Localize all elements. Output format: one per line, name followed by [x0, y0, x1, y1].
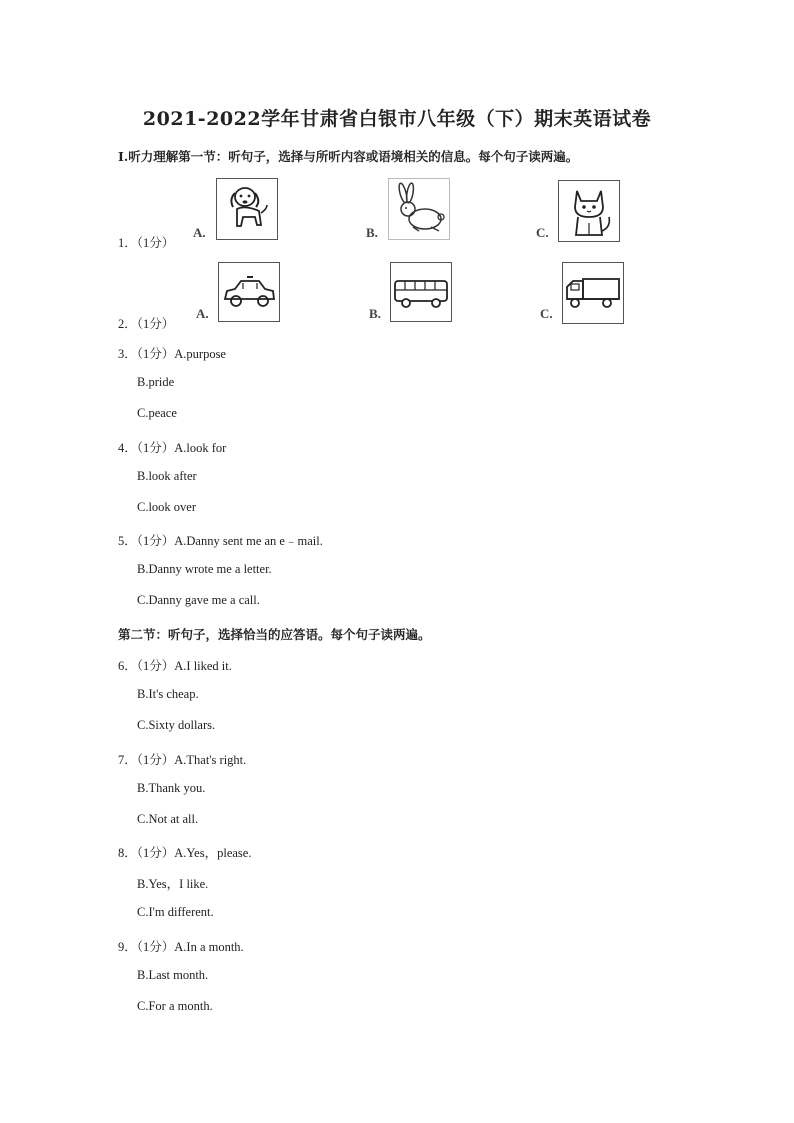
- q2-option-b-letter: B.: [369, 306, 381, 321]
- q3-option-c: C.peace: [137, 406, 177, 420]
- q6-stem: 6．（1分）A.I liked it.: [118, 659, 232, 673]
- q8-option-b: B.Yes，I like.: [137, 877, 209, 891]
- q4-stem: 4．（1分）A.look for: [118, 441, 227, 455]
- q3-stem: 3．（1分）A.purpose: [118, 347, 226, 361]
- q2-option-c-letter: C.: [540, 306, 553, 321]
- q6-option-b: B.It's cheap.: [137, 687, 199, 701]
- q7-option-b: B.Thank you.: [137, 781, 206, 795]
- rabbit-icon: [388, 178, 450, 240]
- q5-stem: 5．（1分）A.Danny sent me an e﹣mail.: [118, 534, 323, 548]
- truck-icon: [562, 262, 624, 324]
- bus-icon: [390, 262, 452, 322]
- q5-option-c: C.Danny gave me a call.: [137, 593, 260, 607]
- q3-option-b: B.pride: [137, 375, 175, 389]
- q5-option-b: B.Danny wrote me a letter.: [137, 562, 272, 576]
- part2-heading: 第二节：听句子，选择恰当的应答语。每个句子读两遍。: [118, 627, 431, 642]
- page-title: 2021-2022学年甘肃省白银市八年级（下）期末英语试卷: [142, 108, 652, 130]
- cat-icon: [558, 180, 620, 242]
- q8-stem: 8．（1分）A.Yes，please.: [118, 846, 252, 860]
- q9-option-b: B.Last month.: [137, 968, 209, 982]
- q4-option-b: B.look after: [137, 469, 197, 483]
- dog-icon: [216, 178, 278, 240]
- q4-option-c: C.look over: [137, 500, 197, 514]
- q6-option-c: C.Sixty dollars.: [137, 718, 216, 732]
- q2-label: 2．（1分）: [118, 317, 175, 331]
- q8-option-c: C.I'm different.: [137, 905, 214, 919]
- car-icon: [218, 262, 280, 322]
- q9-option-c: C.For a month.: [137, 999, 213, 1013]
- q9-stem: 9．（1分）A.In a month.: [118, 940, 244, 954]
- q7-stem: 7．（1分）A.That's right.: [118, 753, 247, 767]
- q2-option-a-letter: A.: [196, 306, 209, 321]
- q1-option-a-letter: A.: [193, 225, 206, 240]
- q1-option-b-letter: B.: [366, 225, 378, 240]
- q1-option-c-letter: C.: [536, 225, 549, 240]
- part1-heading: Ⅰ.听力理解第一节：听句子，选择与所听内容或语境相关的信息。每个句子读两遍。: [118, 149, 579, 164]
- q1-label: 1．（1分）: [118, 236, 175, 250]
- q7-option-c: C.Not at all.: [137, 812, 199, 826]
